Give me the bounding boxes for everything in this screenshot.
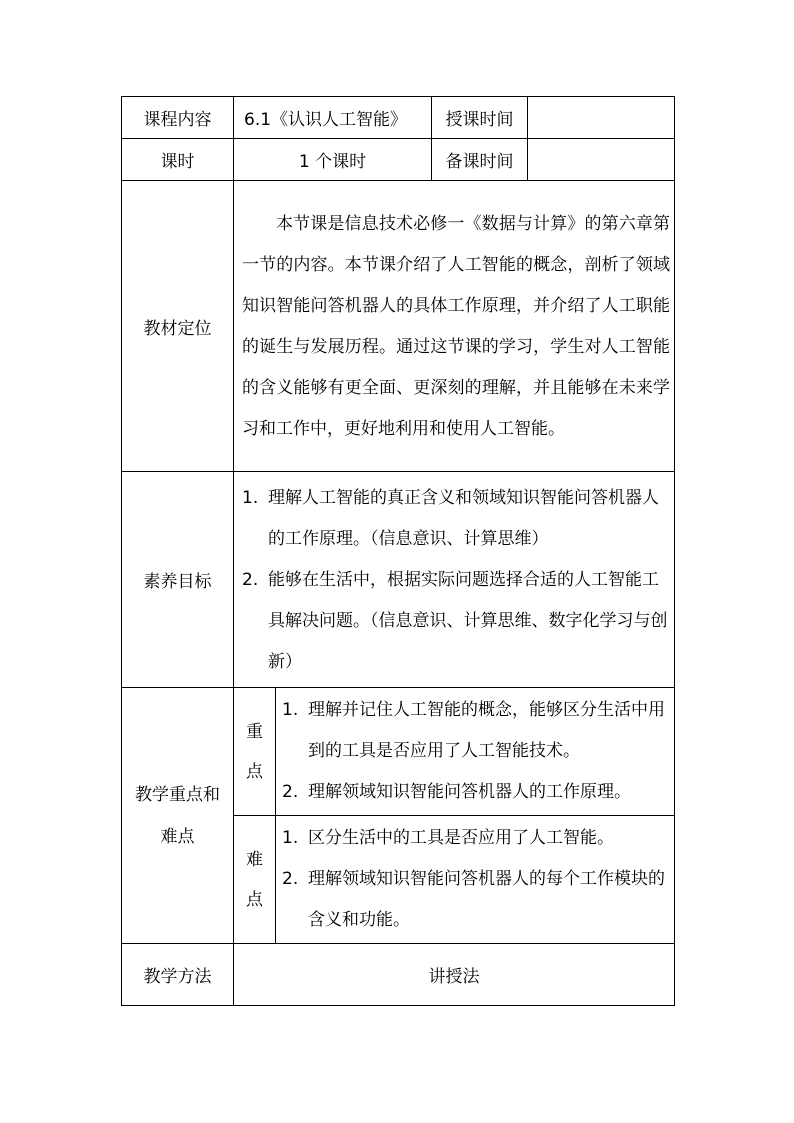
item-number: 2. bbox=[282, 782, 299, 802]
label-class-hours: 课时 bbox=[122, 139, 234, 181]
item-number: 1. bbox=[282, 700, 299, 720]
label-focus-line1: 重 bbox=[246, 721, 263, 742]
prep-time-value bbox=[528, 139, 675, 181]
course-content-value: 6.1《认识人工智能》 bbox=[234, 97, 432, 139]
list-item bbox=[242, 560, 670, 683]
label-difficulty-line2: 点 bbox=[246, 889, 263, 910]
item-number: 1. bbox=[242, 488, 259, 508]
positioning-text: 本节课是信息技术必修一《数据与计算》的第六章第一节的内容。本节课介绍了人工智能的概念，剖析了领域知识智能问答机器人的具体工作原理，并介绍了人工职能的诞生与发展历程。通过这节课的学习，学生对人工智能的含义能够有更全面、更深刻的理解，并且能够在未来学习和工作中，更好地利用和使用人工智能。 bbox=[234, 181, 675, 472]
label-prep-time: 备课时间 bbox=[432, 139, 528, 181]
item-text: 能够在生活中，根据实际问题选择合适的人工智能工具解决问题。（信息意识、计算思维、数字化学习与创新） bbox=[268, 570, 668, 672]
method-value: 讲授法 bbox=[234, 944, 675, 1006]
label-difficulty-line1: 难 bbox=[246, 849, 263, 870]
label-teaching-time: 授课时间 bbox=[432, 97, 528, 139]
label-method: 教学方法 bbox=[122, 944, 234, 1006]
label-difficulty bbox=[234, 816, 276, 944]
goals-cell bbox=[234, 472, 675, 688]
class-hours-value: 1 个课时 bbox=[234, 139, 432, 181]
row-class-hours bbox=[122, 139, 675, 181]
row-course-content bbox=[122, 97, 675, 139]
item-text: 理解并记住人工智能的概念，能够区分生活中用到的工具是否应用了人工智能技术。 bbox=[308, 700, 665, 761]
label-keypoints-line1: 教学重点和 bbox=[135, 784, 220, 805]
goals-list bbox=[234, 472, 674, 687]
label-course-content: 课程内容 bbox=[122, 97, 234, 139]
list-item bbox=[282, 859, 670, 941]
focus-cell bbox=[276, 688, 675, 816]
difficulty-cell bbox=[276, 816, 675, 944]
focus-list bbox=[282, 690, 670, 813]
list-item bbox=[282, 772, 670, 813]
item-number: 2. bbox=[242, 570, 259, 590]
item-number: 2. bbox=[282, 869, 299, 889]
item-number: 1. bbox=[282, 828, 299, 848]
list-item bbox=[282, 690, 670, 772]
teaching-time-value bbox=[528, 97, 675, 139]
lesson-plan-table bbox=[121, 96, 675, 1006]
item-text: 理解领域知识智能问答机器人的工作原理。 bbox=[308, 782, 631, 802]
difficulty-list bbox=[282, 818, 670, 941]
list-item bbox=[242, 478, 670, 560]
label-goals: 素养目标 bbox=[122, 472, 234, 688]
row-focus bbox=[122, 688, 675, 816]
label-positioning: 教材定位 bbox=[122, 181, 234, 472]
item-text: 区分生活中的工具是否应用了人工智能。 bbox=[308, 828, 614, 848]
label-keypoints-line2: 难点 bbox=[160, 826, 195, 847]
list-item bbox=[282, 818, 670, 859]
item-text: 理解领域知识智能问答机器人的每个工作模块的含义和功能。 bbox=[308, 869, 665, 930]
row-method bbox=[122, 944, 675, 1006]
row-goals bbox=[122, 472, 675, 688]
label-focus bbox=[234, 688, 276, 816]
item-text: 理解人工智能的真正含义和领域知识智能问答机器人的工作原理。（信息意识、计算思维） bbox=[268, 488, 659, 549]
label-focus-line2: 点 bbox=[246, 761, 263, 782]
row-positioning bbox=[122, 181, 675, 472]
label-keypoints bbox=[122, 688, 234, 944]
